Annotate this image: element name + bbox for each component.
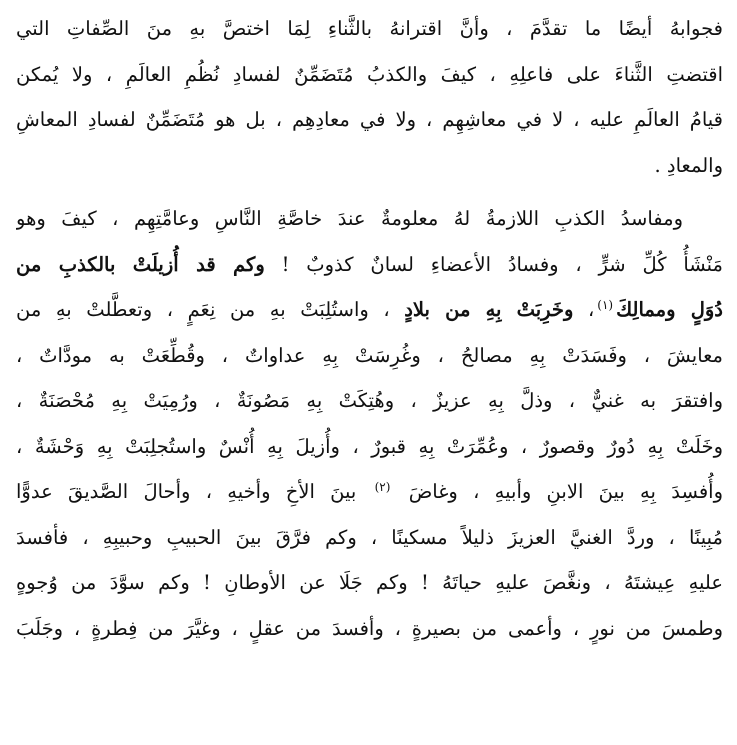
text-line — [16, 143, 723, 189]
text-segment: بينَ الأخِ وأخيهِ ، وأحالَ الصَّديقَ عدوًّا — [16, 480, 372, 503]
text-segment: وأُفسِدَ بِهِ بينَ الابنِ وأبيهِ ، وغاضَ — [393, 480, 723, 503]
text-segment: وخَلَتْ بِهِ دُورٌ وقصورٌ ، وعُمِّرَتْ بِهِ قبورٌ ، وأُزيلَ بِهِ أُنْسٌ واستُجلِبَتْ بِهِ وَحْشَةٌ ، — [16, 434, 723, 458]
text-line — [16, 196, 723, 242]
text-segment: معايشَ ، وفَسَدَتْ بِهِ مصالحُ ، وغُرِسَتْ بِهِ عداواتٌ ، وقُطِّعَتْ به مودَّاتٌ ، — [16, 343, 723, 367]
text-segment: مَنْشَأُ كُلِّ شرٍّ ، وفسادُ الأعضاءِ لسانٌ كذوبٌ ! — [264, 252, 723, 276]
text-line — [16, 287, 723, 333]
text-line — [16, 378, 723, 424]
text-line — [16, 333, 723, 379]
text-segment: وافتقرَ به غنيٌّ ، وذلَّ بِهِ عزيزٌ ، وهُتِكَتْ بِهِ مَصُونَةٌ ، ورُمِيَتْ بِهِ مُحْصَنَةٌ ، — [16, 389, 723, 412]
bold-text-segment: دُوَلٍ وممالِكَ — [616, 298, 723, 321]
paragraph-1 — [16, 6, 723, 188]
text-line — [16, 515, 723, 561]
bold-text-segment: وخَرِبَتْ بِهِ من بلادٍ — [404, 298, 574, 321]
text-line — [16, 560, 723, 606]
text-line — [16, 6, 723, 52]
text-line — [16, 97, 723, 143]
text-segment: ، واستُلِبَتْ بهِ من نِعَمٍ ، وتعطَّلتْ بهِ من — [16, 298, 405, 321]
text-line — [16, 606, 723, 652]
text-segment: اقتضتِ الثَّناءَ على فاعلِهِ ، كيفَ والكذبُ مُتَضَمِّنٌ لفسادِ نُظُمِ العالَمِ ، ولا يُمكن — [16, 62, 723, 86]
text-segment: عليهِ عِيشتَهُ ، ونغَّصَ عليهِ حياتَهُ ! وكم جَلَا عن الأوطانِ ! وكم سوَّدَ من وُجوهٍ — [16, 571, 723, 594]
text-line — [16, 242, 723, 288]
text-line — [16, 469, 723, 515]
footnote-marker: (٢) — [374, 479, 391, 494]
text-segment: ، — [573, 298, 595, 321]
paragraph-gap — [16, 188, 723, 196]
text-segment: ومفاسدُ الكذبِ اللازمةُ لهُ معلومةٌ عندَ خاصَّةِ النَّاسِ وعامَّتِهِم ، كيفَ وهو — [16, 207, 683, 230]
footnote-marker: (١) — [597, 297, 614, 312]
text-segment: والمعادِ . — [654, 153, 723, 177]
text-line — [16, 52, 723, 98]
bold-text-segment: وكم قد أُزيلَتْ بالكذبِ من — [16, 252, 265, 276]
text-line — [16, 424, 723, 470]
text-segment: مُبِينًا ، وردَّ الغنيَّ العزيزَ ذليلاً مسكينًا ، وكم فرَّقَ بينَ الحبيبِ وحبيبِهِ ، فأفسدَ — [16, 525, 723, 549]
text-segment: قيامُ العالَمِ عليه ، لا في معاشِهِم ، ولا في معادِهِم ، بل هو مُتَضَمِّنٌ لفسادِ المعاشِ — [16, 108, 723, 131]
text-segment: فجوابهُ أيضًا ما تقدَّمَ ، وأنَّ اقترانهُ بالثَّناءِ لِمَا اختصَّ بهِ منَ الصِّفاتِ التي — [16, 17, 723, 40]
paragraph-2 — [16, 196, 723, 651]
text-segment: وطمسَ من نورٍ ، وأعمى من بصيرةٍ ، وأفسدَ من عقلٍ ، وغيَّرَ من فِطرةٍ ، وجَلَبَ — [16, 616, 723, 640]
